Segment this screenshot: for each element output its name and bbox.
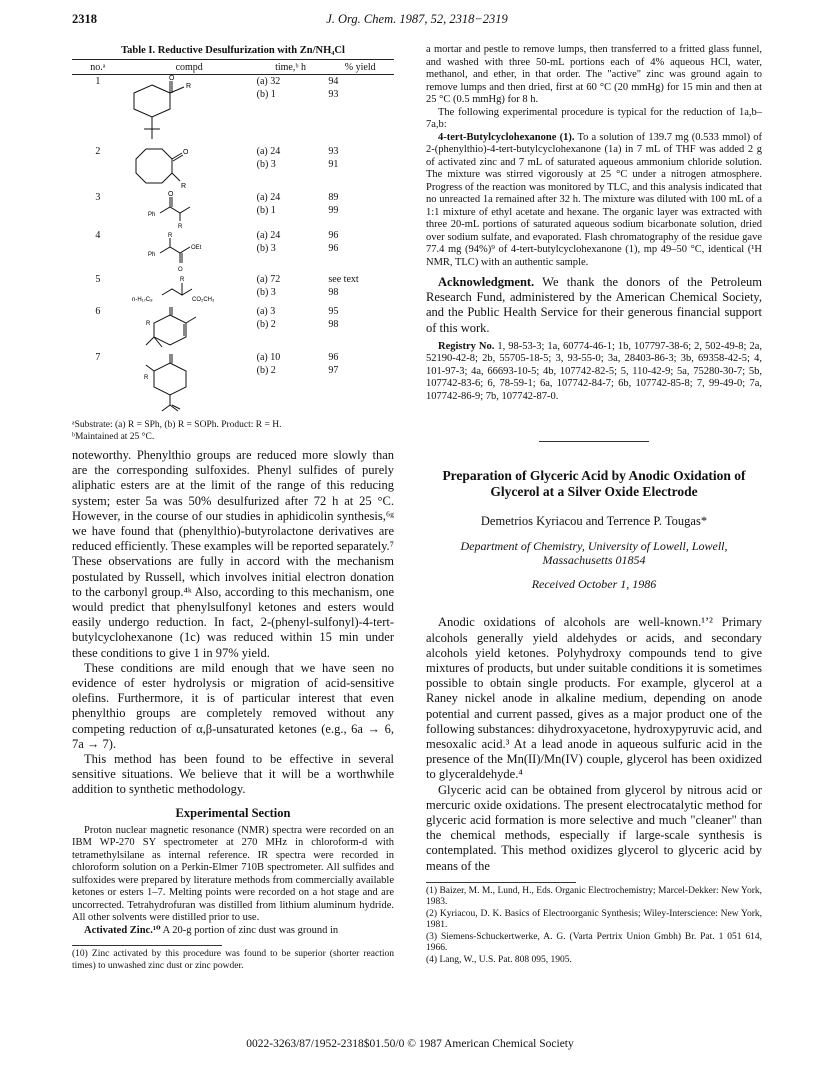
time-a: (a) 24 [256,192,281,203]
yield-a: see text [328,274,359,285]
activated-zinc-paragraph [72,925,394,938]
time-a: (a) 3 [256,306,276,317]
paragraph-text: 1, 98-53-3; 1a, 60774-46-1; 1b, 107797-38-6; 2, 502-49-8; 2a, 52190-42-8; 2b, 55705-18-5; 3, 93-55-0; 3a, 28403-86-3; 3b, 69358-42-5; 4, 101-97-3; 4a, 66693-10-5; 4b, 107742-82-5; 5, 110-42-9; 5a, 75280-30-7; 5b, 107742-83-6; 6, 78-59-1; 6a, 107742-84-7; 6b, 107742-85-8; 7, 99-49-0; 7a, 107742-86-9; 7b, 107742-87-0. [426,340,762,402]
body-paragraph: Anodic oxidations of alcohols are well-known.¹ʼ² Primary alcohols generally yield aldehydes or acids, and secondary alcohols yield ketones. Polyhydroxy compounds tend to give mixtures of products, but under suitable conditions it is sometimes possible to obtain single products. For example, glycerol at a Raney nickel anode in alkaline medium, depending on anode potential and current passed, gives as a major product one of the following substances: dihydroxyacetone, hydroxypyruvic acid, and mesoxalic acid.³ At a lead anode in aqueous sulfuric acid in the presence of the Mn(II)/Mn(IV) couple, glycerol has been oxidized to glyceraldehyde.⁴ [426,615,762,782]
yield-b: 99 [328,205,339,216]
structure-label: R [145,321,151,327]
table-caption: Table I. Reductive Desulfurization with Zn/NH₄Cl [121,45,345,56]
experimental-continuation: a mortar and pestle to remove lumps, then transferred to a fritted glass funnel, and washed with three 50-mL portions each of 4% aqueous HCl, water, methanol, and ether, in that order. The "active" zinc was ground again to remove lumps and then dried, first at 60 °C (20 mmHg) for 15 min and then at 25 °C (0.5 mmHg) for 8 h. [426,44,762,105]
structure-6 [126,305,246,351]
structure-label: Ph [147,252,156,258]
time-b: (b) 3 [256,287,276,298]
structure-label: O [167,191,174,198]
structure-cell [124,305,255,351]
time-a: (a) 72 [256,274,281,285]
entry-number: 6 [95,306,101,317]
yield-cell [326,145,394,191]
article-title: Preparation of Glyceric Acid by Anodic Oxidation of Glycerol at a Silver Oxide Electrode [442,468,746,500]
time-cell [255,305,327,351]
yield-cell [326,229,394,273]
structure-label: O [168,75,175,82]
table-header-row [72,60,394,75]
yield-b: 93 [328,89,339,100]
header-compd: compd [124,60,255,75]
structure-2 [126,145,246,191]
structure-label: O [177,267,183,273]
yield-a: 89 [328,192,339,203]
procedure-paragraph [426,132,762,270]
structure-label: OEt [190,245,202,251]
paragraph-run-in-heading: Activated Zinc.¹⁰ [84,924,161,936]
yield-a: 96 [328,352,339,363]
time-cell [255,351,327,413]
journal-reference: J. Org. Chem. 1987, 52, 2318−2319 [326,12,508,26]
yield-cell [326,273,394,305]
paragraph-run-in-heading: Acknowledgment. [438,275,535,289]
time-cell [255,145,327,191]
table-row [72,145,394,191]
structure-4 [126,229,246,273]
structure-1 [126,75,246,145]
table-row [72,351,394,413]
yield-cell [326,191,394,229]
table-row [72,305,394,351]
yield-cell [326,351,394,413]
time-cell [255,229,327,273]
structure-3 [126,191,246,229]
time-a: (a) 10 [256,352,281,363]
structure-label: R [180,183,186,190]
paragraph-text: A 20-g portion of zinc dust was ground in [160,924,339,936]
structure-cell [124,75,255,146]
results-table [72,59,394,413]
structure-label: CO₂CH₃ [191,297,215,303]
yield-a: 95 [328,306,339,317]
structure-label: O [182,149,189,156]
yield-a: 96 [328,230,339,241]
time-b: (b) 1 [256,205,276,216]
table-footnote-b: ᵇMaintained at 25 °C. [72,432,155,442]
time-a: (a) 24 [256,146,281,157]
footnote-rule [72,945,222,946]
reference-2: (2) Kyriacou, D. K. Basics of Electroorganic Synthesis; Wiley-Interscience: New York, 1981. [426,908,762,931]
time-cell [255,273,327,305]
time-b: (b) 1 [256,89,276,100]
entry-number: 7 [95,352,101,363]
structure-cell [124,273,255,305]
experimental-paragraph: The following experimental procedure is typical for the reduction of 1a,b–7a,b: [426,106,762,130]
structure-cell [124,229,255,273]
article-authors: Demetrios Kyriacou and Terrence P. Tougas* [480,514,708,529]
yield-cell [326,75,394,146]
yield-b: 96 [328,243,339,254]
header-yield: % yield [326,60,394,75]
yield-cell [326,305,394,351]
page-number: 2318 [72,12,97,26]
registry-paragraph [426,341,762,404]
body-paragraph: These conditions are mild enough that we have seen no evidence of ester hydrolysis or migration of acid-sensitive olefins. Furthermore, it is of particular interest that even phenylthio groups are completely removed without any competing reduction of α,β-unsaturated ketones (e.g., 6a → 6, 7a → 7). [72,660,394,751]
body-paragraph: noteworthy. Phenylthio groups are reduced more slowly than are the corresponding sulfoxides. Phenyl sulfides of purely aliphatic esters are at the limit of the range of this reducing system; ester 5a was 50% desulfurized after 72 h at 25 °C. However, in the course of our studies in aphidicolin synthesis,⁶ᵍ we have found that (phenylthio)-butyrolactone derivatives are reduced efficiently. These examples will be reported separately.⁷ These observations are fully in accord with the mechanism postulated by Russell, which involves initial electron donation to the carbonyl group.⁴ᵏ Also, according to this mechanism, one would predict that phenylsulfonyl ketones and esters would easily undergo reduction. In fact, 2-(phenyl-sulfonyl)-4-tert-butylcyclohexanone (1c) was reduced within 15 min under these conditions to give 1 in 97% yield. [72,448,394,660]
paragraph-text: To a solution of 139.7 mg (0.533 mmol) of 2-(phenylthio)-4-tert-butylcyclohexanone (1a) in 7 mL of THF was added 2 g of activated zinc and 7 mL of saturated aqueous ammonium chloride solution. The mixture was stirred vigorously at 25 °C under a nitrogen atmosphere. Progress of the reaction was monitored by TLC, and this analysis indicated that no unreacted 1a remained after 32 h. The mixture was diluted with 100 mL of a 1:1 mixture of ethyl acetate and hexane. The organic layer was extracted with three 20-mL portions of saturated aqueous sodium bicarbonate solution, dried over sodium sulfate, and evaporated. Flash chromatography of the residue gave 77.4 mg (94%)⁹ of 4-tert-butylcyclohexanone (1), mp 49–50 °C, identical (¹H NMR, TLC) with an authentic sample. [426,131,762,268]
time-cell [255,191,327,229]
entry-number: 1 [95,76,101,87]
structure-label: R [185,83,191,90]
acknowledgment-paragraph [426,275,762,336]
time-b: (b) 2 [256,319,276,330]
entry-number: 4 [95,230,101,241]
time-a: (a) 32 [256,76,281,87]
footnote-10: (10) Zinc activated by this procedure was found to be superior (shorter reaction times) to unwashed zinc dust or zinc powder. [72,949,394,971]
table-row [72,273,394,305]
yield-a: 93 [328,146,339,157]
received-date: Received October 1, 1986 [531,577,657,592]
right-column [426,44,762,966]
paragraph-text: We thank the donors of the Petroleum Research Fund, administered by the American Chemical Society, and the Public Health Service for their generous financial support of this work. [426,275,762,335]
body-paragraph: Glyceric acid can be obtained from glycerol by nitrous acid or mercuric oxide oxidations. The present electrocatalytic method for glyceric acid formation is more selective and much "cleaner" than the chemical methods, especially if large-scale synthesis is contemplated. This method oxidizes glycerol to glyceric acid by means of the [426,782,762,873]
structure-cell [124,191,255,229]
yield-b: 98 [328,319,339,330]
table-footnotes [72,419,394,443]
table-row [72,191,394,229]
time-b: (b) 3 [256,159,276,170]
yield-b: 91 [328,159,339,170]
reference-4: (4) Lang, W., U.S. Pat. 808 095, 1905. [426,954,572,965]
entry-number: 2 [95,146,101,157]
structure-cell [124,351,255,413]
section-heading: Experimental Section [175,805,291,820]
entry-number: 3 [95,192,101,203]
yield-b: 98 [328,287,339,298]
running-header [72,12,762,28]
header-time: time,ᵇ h [255,60,327,75]
structure-label: n-H₁₇C₈ [131,297,153,303]
article-affiliation: Department of Chemistry, University of Lowell, Lowell, Massachusetts 01854 [460,539,728,568]
reference-3: (3) Siemens-Schuckertwerke, A. G. (Varta Pertrix Union Gmbh) Br. Pat. 1 051 614, 1966. [426,931,762,954]
time-b: (b) 2 [256,365,276,376]
paragraph-run-in-heading: 4-tert-Butylcyclohexanone (1). [438,131,575,143]
structure-label: R [167,233,173,239]
structure-7 [126,351,246,413]
left-column [72,44,394,972]
header-no: no.ᵃ [72,60,124,75]
table-footnote-a: ᵃSubstrate: (a) R = SPh, (b) R = SOPh. Product: R = H. [72,420,282,430]
entry-number: 5 [95,274,101,285]
time-a: (a) 24 [256,230,281,241]
table-row [72,229,394,273]
structure-label: R [179,277,185,283]
table-row [72,75,394,146]
structure-cell [124,145,255,191]
structure-label: R [177,224,183,229]
page-footer: 0022-3263/87/1952-2318$01.50/0 © 1987 American Chemical Society [246,1038,574,1050]
yield-a: 94 [328,76,339,87]
paragraph-run-in-heading: Registry No. [438,340,495,352]
yield-b: 97 [328,365,339,376]
footnote-rule [426,882,576,883]
structure-5 [126,273,246,305]
reference-1: (1) Baizer, M. M., Lund, H., Eds. Organic Electrochemistry; Marcel-Dekker: New York, 1983. [426,885,762,908]
structure-label: Ph [147,212,156,218]
time-cell [255,75,327,146]
experimental-paragraph: Proton nuclear magnetic resonance (NMR) spectra were recorded on an IBM WP-270 SY spectrometer at 270 MHz in chloroform-d with tetramethylsilane as internal reference. IR spectra were recorded in chloroform solution on a Perkin-Elmer 710B spectrometer. All sulfides and sulfoxides were prepared by literature methods from commercially available ketones or esters 1–7. Melting points were recorded on a hot stage and are uncorrected. Tetrahydrofuran was distilled from lithium aluminum hydride. All other solvents were distilled prior to use. [72,824,394,924]
body-paragraph: This method has been found to be effective in several sensitive situations. We believe that it will be a worthwhile addition to synthetic methodology. [72,752,394,797]
structure-label: R [143,375,149,381]
time-b: (b) 3 [256,243,276,254]
